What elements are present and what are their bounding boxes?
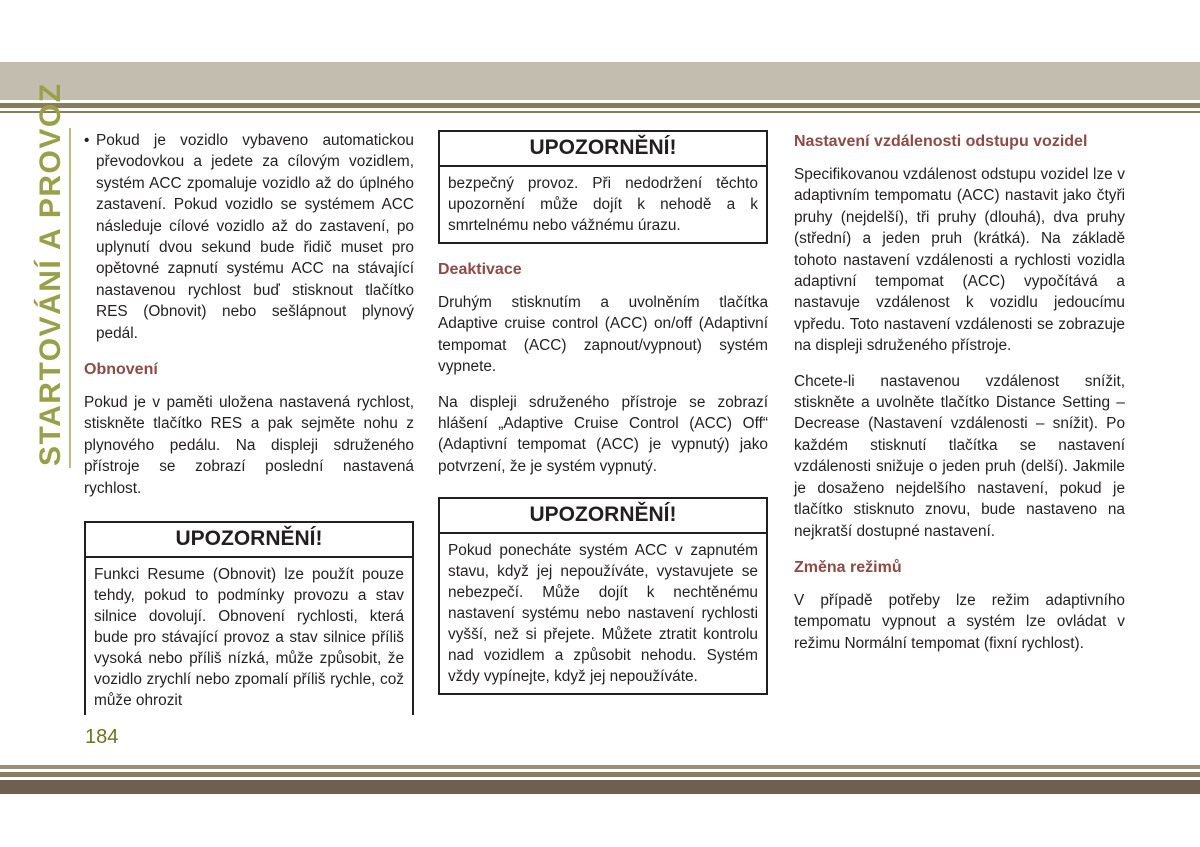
paragraph-deaktivace-1: Druhým stisknutím a uvolněním tlačítka Adaptive cruise control (ACC) on/off (Adaptivní tempomat (ACC) zapnout/vypnout) systém vypnete.	[438, 294, 768, 376]
warning-text: Pokud ponecháte systém ACC v zapnutém stavu, když jej nepoužíváte, vystavujete se nebezpečí. Může dojít k nechtěnému nastavení systému nebo nastavení rychlosti vyšší, než si přejete. Můžete ztratit kontrolu nad vozidlem a způsobit nehodu. Systém vždy vypínejte, když jej nepoužíváte.	[448, 542, 758, 686]
paragraph-obnoveni: Pokud je v paměti uložena nastavená rychlost, stiskněte tlačítko RES a pak sejměte nohu z plynového pedálu. Na displeji sdruženého přístroje se zobrazí poslední nastavená rychlost.	[84, 394, 414, 497]
bullet-text: Pokud je vozidlo vybaveno automatickou převodovkou a jedete za cílovým vozidlem, systém ACC zpomaluje vozidlo až do úplného zastavení. Pokud vozidlo se systémem ACC následuje cílové vozidlo až do zastavení, po uplynutí dvou sekund bude řidič muset pro opětovné zapnutí systému ACC na stávající nastavenou rychlost buď stisknout tlačítko RES (Obnovit) nebo sešlápnout plynový pedál.	[96, 132, 414, 342]
heading-nastaveni-vzdalenosti: Nastavení vzdálenosti odstupu vozidel	[794, 133, 1088, 150]
paragraph-zmena: V případě potřeby lze režim adaptivního tempomatu vypnout a systém lze ovládat v režimu Normální tempomat (fixní rychlost).	[794, 591, 1125, 652]
warning-title: UPOZORNĚNÍ!	[440, 132, 766, 167]
bullet-mark: •	[84, 132, 90, 149]
warning-title: UPOZORNĚNÍ!	[86, 523, 412, 558]
footer-rule-thin	[0, 765, 1200, 769]
footer-band	[0, 780, 1200, 794]
header-rule	[0, 103, 1200, 108]
paragraph-deaktivace-2: Na displeji sdruženého přístroje se zobrazí hlášení „Adaptive Cruise Control (ACC) Off“ (Adaptivní tempomat (ACC) je vypnutý) jako potvrzení, že je systém vypnutý.	[438, 393, 768, 475]
heading-obnoveni: Obnovení	[84, 361, 158, 379]
paragraph-nastaveni-2: Chcete-li nastavenou vzdálenost snížit, stiskněte a uvolněte tlačítko Distance Setting – Decrease (Nastavení vzdálenosti – snížit). Po každém stisknutí tlačítka se nastavení vzdálenosti snižuje o jeden pruh (delší). Jakmile je dosaženo nejdelšího nastavení, pokud je tlačítko stisknuto znovu, bude nastaveno na nejkratší dostupné nastavení.	[794, 372, 1125, 540]
warning-box-acc-on	[438, 497, 768, 695]
warning-text: Funkci Resume (Obnovit) lze použít pouze tehdy, pokud to podmínky provozu a stav silnice dovolují. Obnovení rychlosti, která bude pro stávající provoz a stav silnice příliš vysoká nebo příliš nízká, může způsobit, že vozidlo zrychlí nebo zpomalí příliš rychle, což může ohrozit	[94, 566, 404, 710]
warning-box-continued	[438, 130, 768, 244]
column-1	[84, 130, 414, 729]
section-side-title: STARTOVÁNÍ A PROVOZ	[34, 82, 67, 466]
header-band	[0, 62, 1200, 100]
heading-zmena-rezimu: Změna režimů	[794, 558, 902, 576]
column-3	[794, 130, 1125, 668]
page-number: 184	[85, 726, 119, 748]
side-title-underline	[69, 128, 71, 468]
paragraph-nastaveni-1: Specifikovanou vzdálenost odstupu vozidel lze v adaptivním tempomatu (ACC) nastavit jako čtyři pruhy (nejdelší), tři pruhy (dlouhá), dva pruhy (střední) a jeden pruh (krátká). Na základě tohoto nastavení vzdálenosti a rychlosti vozidla adaptivní tempomat (ACC) vypočítává a nastavuje vzdálenost k vozidlu jedoucímu vpředu. Toto nastavení vzdálenosti se zobrazuje na displeji sdruženého přístroje.	[794, 166, 1125, 355]
header-rule-thin	[0, 111, 1200, 113]
heading-deaktivace: Deaktivace	[438, 261, 522, 278]
footer-rule	[0, 772, 1200, 777]
column-2	[438, 130, 768, 709]
bullet-item	[84, 130, 414, 344]
warning-box-resume	[84, 521, 414, 715]
warning-title: UPOZORNĚNÍ!	[440, 499, 766, 534]
warning-text: bezpečný provoz. Při nedodržení těchto upozornění může dojít k nehodě a k smrtelnému nebo vážnému úrazu.	[448, 175, 758, 234]
